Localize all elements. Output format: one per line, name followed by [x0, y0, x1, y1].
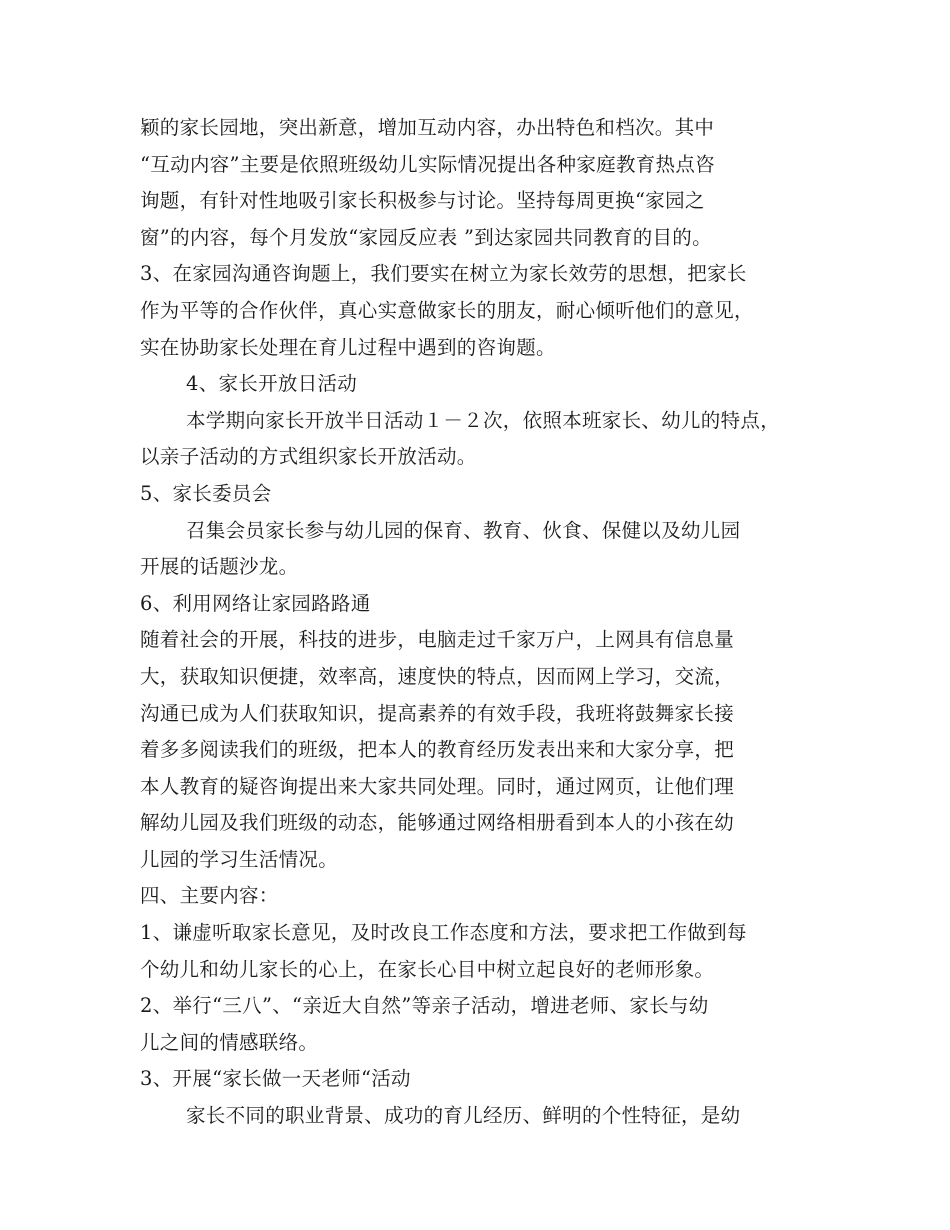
text-line: 家长不同的职业背景、成功的育儿经历、鲜明的个性特征，是幼 [186, 1104, 741, 1128]
text-line: 儿园的学习生活情况。 [140, 847, 339, 871]
text-line: 询题，有针对性地吸引家长积极参与讨论。坚持每周更换“家园之 [140, 189, 705, 213]
text-line: 解幼儿园及我们班级的动态，能够通过网络相册看到本人的小孩在幼 [140, 811, 735, 835]
text-line: 个幼儿和幼儿家长的心上，在家长心目中树立起良好的老师形象。 [140, 957, 715, 981]
text-line: 4、家长开放日活动 [186, 372, 358, 396]
text-line: 开展的话题沙龙。 [140, 555, 299, 579]
text-line: 3、在家园沟通咨询题上，我们要实在树立为家长效劳的思想，把家长 [140, 262, 747, 286]
document-body [140, 110, 830, 1135]
text-line: 大，获取知识便捷，效率高，速度快的特点，因而网上学习，交流， [140, 664, 735, 688]
text-line: 着多多阅读我们的班级，把本人的教育经历发表出来和大家分享，把 [140, 738, 735, 762]
text-line: “互动内容”主要是依照班级幼儿实际情况提出各种家庭教育热点咨 [140, 152, 715, 176]
text-line: 颖的家长园地，突出新意，增加互动内容，办出特色和档次。其中 [140, 116, 715, 139]
text-line: 随着社会的开展，科技的进步，电脑走过千家万户，上网具有信息量 [140, 628, 735, 652]
text-line: 1、谦虚听取家长意见，及时改良工作态度和方法，要求把工作做到每 [140, 921, 747, 945]
text-line: 儿之间的情感联络。 [140, 1030, 319, 1054]
text-line: 实在协助家长处理在育儿过程中遇到的咨询题。 [140, 335, 556, 359]
text-line: 以亲子活动的方式组织家长开放活动。 [140, 445, 477, 469]
text-line: 6、利用网络让家园路路通 [140, 591, 371, 615]
text-line: 3、开展“家长做一天老师“活动 [140, 1067, 411, 1091]
text-line: 2、举行“三八”、“亲近大自然”等亲子活动，增进老师、家长与幼 [140, 994, 709, 1018]
text-line: 作为平等的合作伙伴，真心实意做家长的朋友，耐心倾听他们的意见， [140, 298, 754, 322]
text-line: 召集会员家长参与幼儿园的保育、教育、伙食、保健以及幼儿园 [186, 518, 741, 542]
text-line: 5、家长委员会 [140, 481, 272, 505]
text-line: 四、主要内容： [140, 884, 279, 908]
text-line: 沟通已成为人们获取知识，提高素养的有效手段，我班将鼓舞家长接 [140, 701, 735, 725]
text-line: 本学期向家长开放半日活动１－２次，依照本班家长、幼儿的特点， [186, 408, 781, 432]
text-line: 本人教育的疑咨询提出来大家共同处理。同时，通过网页，让他们理 [140, 774, 735, 798]
text-line: 窗”的内容，每个月发放“家园反应表 ”到达家园共同教育的目的。 [140, 225, 712, 249]
